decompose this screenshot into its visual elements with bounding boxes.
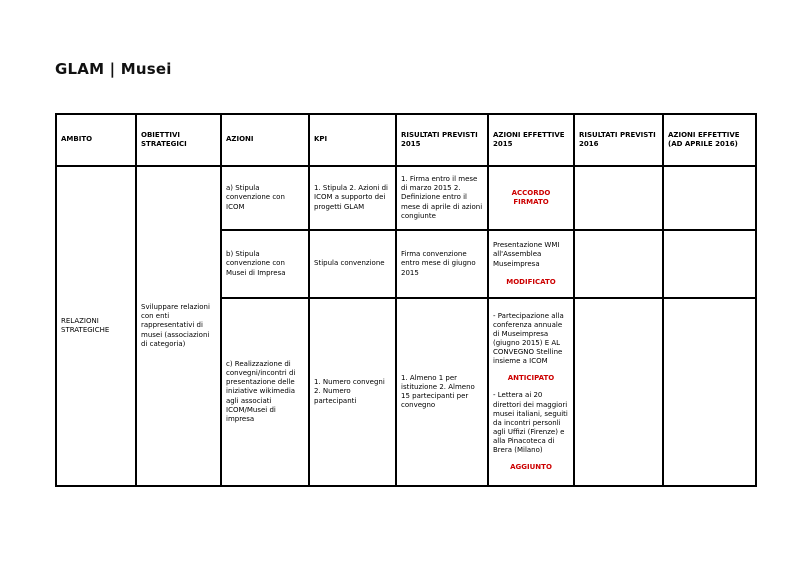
- azione-effettiva-text: Presentazione WMI all'Assemblea Museimpresa: [493, 241, 560, 268]
- header-kpi: KPI: [309, 114, 396, 166]
- cell-azioni-effettive-2016-b: [663, 230, 756, 298]
- cell-risultati-2016-b: [574, 230, 663, 298]
- status-anticipato: ANTICIPATO: [507, 374, 555, 383]
- azione-effettiva-text-2: - Lettera ai 20 direttori dei maggiori musei italiani, seguiti da incontri personli agli Uffizi (Firenze) e alla Pinacoteca di Brera (Milano): [493, 391, 568, 455]
- header-risultati-previsti-2015: RISULTATI PREVISTI 2015: [396, 114, 488, 166]
- header-azioni-effettive-2015: AZIONI EFFETTIVE 2015: [488, 114, 574, 166]
- table-header-row: [56, 114, 756, 166]
- cell-azioni-effettive-2015-a: [488, 166, 574, 230]
- cell-risultati-2015-a: 1. Firma entro il mese di marzo 2015 2. Definizione entro il mese di aprile di azioni congiunte: [396, 166, 488, 230]
- cell-obiettivo-strategico: Sviluppare relazioni con enti rappresentativi di musei (associazioni di categoria): [136, 166, 221, 486]
- cell-kpi-c: 1. Numero convegni 2. Numero partecipanti: [309, 298, 396, 486]
- cell-risultati-2016-a: [574, 166, 663, 230]
- header-azioni: AZIONI: [221, 114, 309, 166]
- table-row-a: [56, 166, 756, 230]
- cell-azioni-effettive-2015-c: [488, 298, 574, 486]
- cell-azioni-a: a) Stipula convenzione con ICOM: [221, 166, 309, 230]
- glam-musei-table: [55, 113, 757, 487]
- status-modificato: MODIFICATO: [506, 277, 556, 286]
- header-obiettivi-strategici: OBIETTIVI STRATEGICI: [136, 114, 221, 166]
- cell-ambito: RELAZIONI STRATEGICHE: [56, 166, 136, 486]
- cell-azioni-effettive-2016-a: [663, 166, 756, 230]
- cell-kpi-a: 1. Stipula 2. Azioni di ICOM a supporto dei progetti GLAM: [309, 166, 396, 230]
- status-aggiunto: AGGIUNTO: [510, 463, 552, 472]
- cell-azioni-b: b) Stipula convenzione con Musei di Impresa: [221, 230, 309, 298]
- cell-risultati-2016-c: [574, 298, 663, 486]
- header-risultati-previsti-2016: RISULTATI PREVISTI 2016: [574, 114, 663, 166]
- cell-risultati-2015-c: 1. Almeno 1 per istituzione 2. Almeno 15 partecipanti per convegno: [396, 298, 488, 486]
- status-accordo-firmato: ACCORDO FIRMATO: [511, 188, 551, 206]
- cell-risultati-2015-b: Firma convenzione entro mese di giugno 2015: [396, 230, 488, 298]
- header-azioni-effettive-aprile-2016: AZIONI EFFETTIVE (AD APRILE 2016): [663, 114, 756, 166]
- cell-azioni-c: c) Realizzazione di convegni/incontri di presentazione delle iniziative wikimedia agli associati ICOM/Musei di impresa: [221, 298, 309, 486]
- cell-azioni-effettive-2016-c: [663, 298, 756, 486]
- cell-azioni-effettive-2015-b: [488, 230, 574, 298]
- header-ambito: AMBITO: [56, 114, 136, 166]
- page-title: GLAM | Musei: [55, 60, 172, 78]
- azione-effettiva-text-1: - Partecipazione alla conferenza annuale di Museimpresa (giugno 2015) E AL CONVEGNO Stelline insieme a ICOM: [493, 311, 564, 366]
- cell-kpi-b: Stipula convenzione: [309, 230, 396, 298]
